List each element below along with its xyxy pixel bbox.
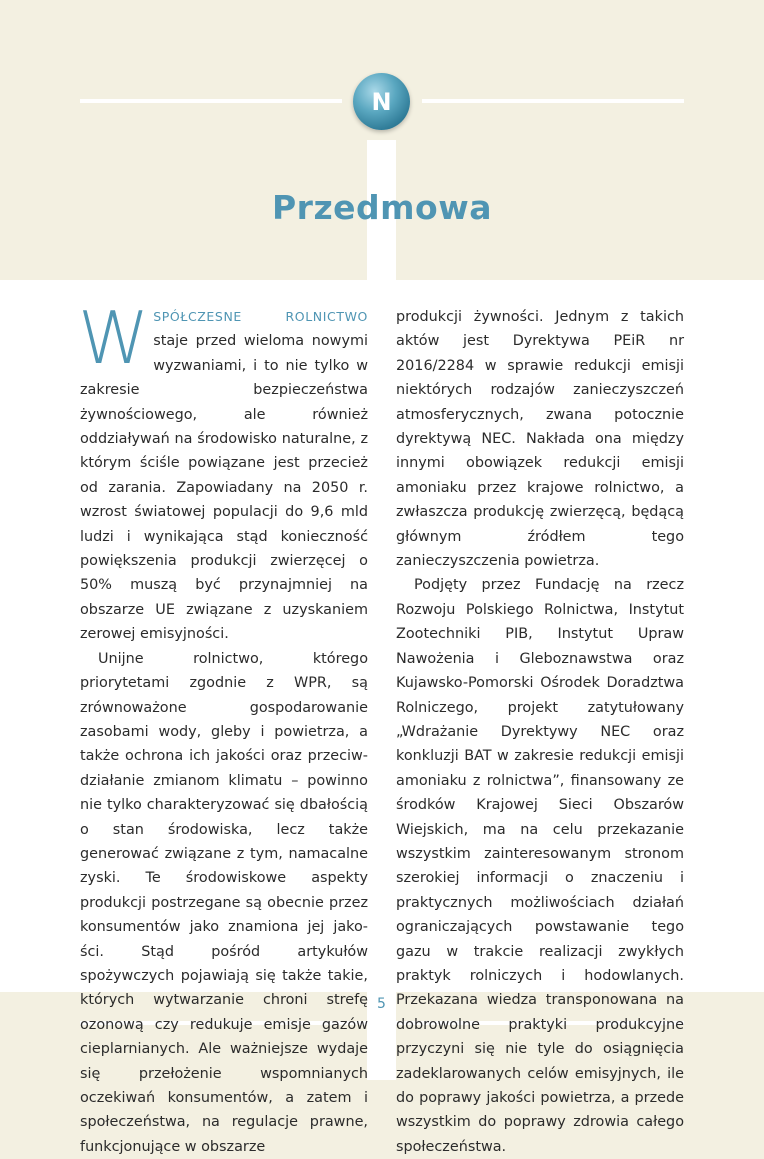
page-number: 5 (377, 996, 386, 1012)
paragraph-intro (78, 296, 368, 647)
header-rule-left (80, 99, 342, 103)
paragraph-text: Podjęty przez Fundację na rzecz Rozwoju Polskiego Rolnictwa, Instytut Zootechniki PIB, Instytut Upraw Nawożenia i Gleboznawstwa oraz Kujawsko-Pomorski Ośrodek Doradztwa Rolniczego, projekt zatytułowany „Wdrażanie Dyrektywy NEC oraz konkluzji BAT w zakresie redukcji emisji amoniaku z rolnictwa”, finansowany ze środków Krajowej Sieci Obszarów Wiejskich, ma na celu przekazanie wszystkim zainteresowanym stronom szerokiej informacji o znaczeniu i praktycznych możliwościach działań ograniczających powstawanie tego gazu w trakcie realizacji zwykłych praktyk rolniczych i hodowlanych. Przekazana wiedza transponowana na dobrowolne praktyki produkcyjne przyczyni się nie tyle do osiągnięcia zadeklarowanych celów emisyjnych, ile do poprawy jakości powietrza, a przede wszystkim do poprawy zdrowia całego społeczeństwa. (396, 577, 684, 1155)
paragraph-intro-text: staje przed wieloma nowymi wyzwaniami, i to nie tylko w zakresie bezpieczeństwa żywnościowego, ale również oddziaływań na środowisko naturalne, z którym ściśle powiązane jest przecież od zarania. Zapowiadany na 2050 r. wzrost światowej populacji do 9,6 mld ludzi i wynikająca stąd konieczność powiększenia produkcji zwierzęcej o 50% muszą być przynajmniej na obszarze UE związane z uzyskaniem zerowej emisyjności. (80, 333, 368, 643)
page-title: Przedmowa (272, 188, 492, 227)
lead-in-smallcaps: SPÓŁCZESNE ROLNICTWO (153, 309, 368, 324)
drop-cap: W (78, 296, 150, 380)
paragraph-text: Unijne rolnictwo, którego priorytetami zgodnie z WPR, są zrównoważone gospodarowanie zasobami wody, gleby i powietrza, a także ochrona ich jakości oraz przeciwdziałanie zmianom klimatu – powinno nie tylko charakteryzować się dbałością o stan środowiska, lecz także generować związane z tym, namacalne zyski. Te środowiskowe aspekty produkcji postrzegane są obecnie przez konsumentów jako znamiona jej jakości. Stąd pośród artykułów spożywczych pojawiają się także takie, których wytwarzanie chroni strefę ozonową czy redukuje emisje gazów cieplarnianych. Ale ważniejsze wydaje się przełożenie wspomnianych oczekiwań konsumentów, a zatem i społeczeństwa, na regulacje prawne, funkcjonujące w obszarze (80, 650, 368, 1155)
text-column-right (396, 305, 684, 1159)
paragraph-text: produkcji żywności. Jednym z takich aktów jest Dyrektywa PEiR nr 2016/2284 w sprawie redukcji emisji niektórych rodzajów zanieczyszczeń atmosferycznych, zwana potocznie dyrektywą NEC. Nakłada ona między innymi obowiązek redukcji emisji amoniaku przez krajowe rolnictwo, a zwłaszcza produkcję zwierzęcą, będącą głównym źródłem tego zanieczyszczenia powietrza. (396, 309, 684, 570)
header-rule-right (422, 99, 684, 103)
text-column-left (78, 296, 368, 1159)
chapter-letter: N (371, 87, 392, 116)
chapter-badge (353, 73, 410, 130)
